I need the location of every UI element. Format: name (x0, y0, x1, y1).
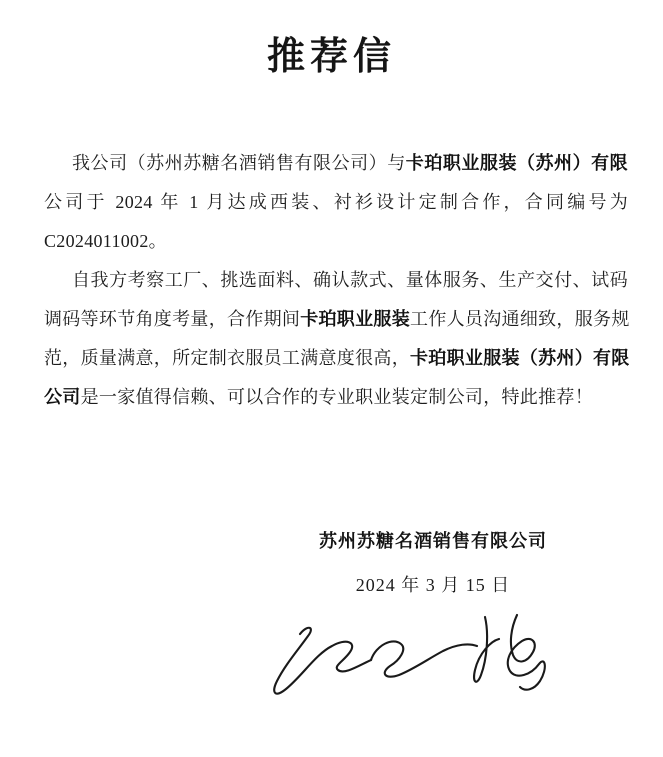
line-text: 自我方考察工厂、挑选面料、确认款式、量体服务、生产交付、试码 (72, 270, 628, 290)
paragraph1-line1 (44, 144, 628, 183)
line-text-bold: 卡珀职业服装 (300, 309, 411, 329)
line-text: 公司于 2024 年 1 月达成西装、衬衫设计定制合作，合同编号为 (44, 192, 628, 212)
line-text: 是一家值得信赖、可以合作的专业职业装定制公司，特此推荐！ (80, 387, 594, 407)
letter-title: 推荐信 (266, 36, 396, 78)
paragraph1-line2 (44, 183, 628, 222)
line-text: C2024011002。 (44, 231, 167, 251)
paragraph2-line2 (44, 300, 628, 339)
signature-stroke (274, 628, 371, 694)
line-text: 调码等环节角度考量，合作期间 (44, 309, 301, 329)
recommendation-letter-page (0, 34, 663, 757)
line-text: 范，质量满意，所定制衣服员工满意度很高， (44, 348, 410, 368)
paragraph2-line3 (44, 339, 628, 378)
signature-stroke (474, 617, 499, 682)
handwritten-signature-scrawl-icon (258, 602, 558, 704)
line-text-bold: 卡珀职业服装（苏州）有限 (405, 153, 628, 173)
paragraph2-line1 (44, 261, 628, 300)
line-text-bold: 公司 (44, 387, 81, 407)
letter-body (44, 144, 628, 417)
signature-company-name: 苏州苏糖名酒销售有限公司 (319, 531, 547, 551)
line-text: 我公司（苏州苏糖名酒销售有限公司）与 (72, 153, 406, 173)
signature-stroke (508, 615, 545, 690)
signature-date: 2024 年 3 月 15 日 (355, 575, 511, 595)
line-text-bold: 卡珀职业服装（苏州）有限 (410, 348, 630, 368)
signature-stroke (371, 641, 477, 676)
paragraph2-line4 (44, 378, 628, 417)
line-text: 工作人员沟通细致，服务规 (410, 309, 630, 329)
signature-block (278, 528, 588, 598)
paragraph1-line3 (44, 222, 628, 261)
